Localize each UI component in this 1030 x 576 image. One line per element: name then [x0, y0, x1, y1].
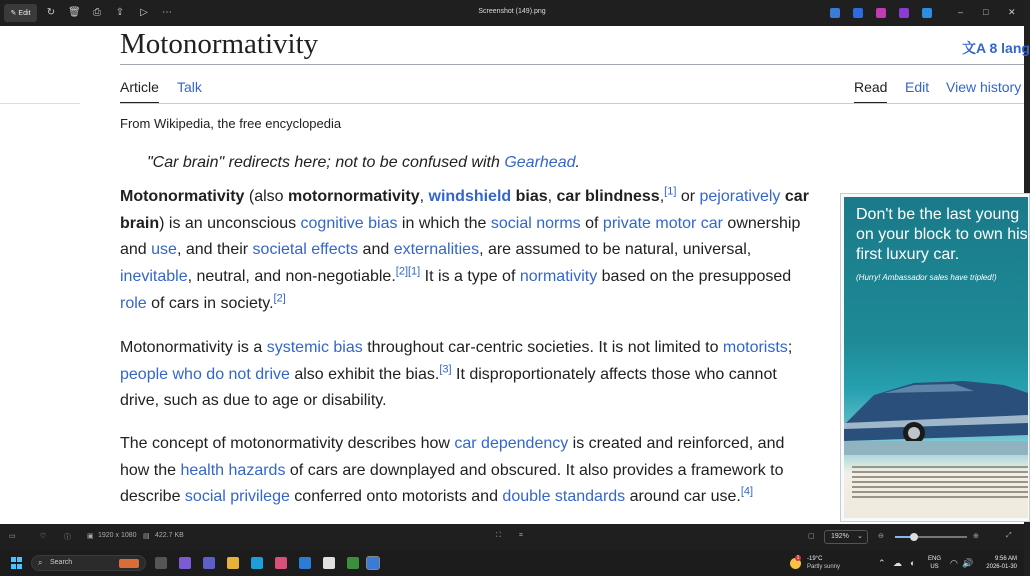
language-indicator[interactable]: ENG US: [928, 556, 942, 570]
info-icon[interactable]: ⓘ: [64, 534, 71, 541]
page-tabs: [120, 79, 1024, 104]
zoom-level: 192%: [831, 533, 849, 540]
zoom-out-icon[interactable]: ⊖: [878, 533, 884, 540]
search-placeholder: Search: [50, 559, 73, 566]
photos-bottombar: [0, 524, 1024, 550]
app-shortcut-icon[interactable]: [899, 8, 909, 18]
app-icon[interactable]: [347, 557, 359, 569]
role-link[interactable]: role: [120, 294, 147, 312]
chevron-down-icon: ⌄: [857, 533, 863, 540]
chevron-up-icon[interactable]: ⌃: [878, 558, 886, 568]
edit-label: Edit: [18, 9, 31, 17]
citation[interactable]: [3]: [439, 363, 452, 376]
private-motor-car-link[interactable]: private motor car: [602, 214, 723, 232]
image-canvas[interactable]: [0, 26, 1030, 524]
edit-icon: ✎: [10, 10, 17, 17]
temperature: -19°C: [807, 556, 823, 562]
externalities-link[interactable]: externalities: [393, 241, 480, 259]
paragraph-2: Motonormativity is a systemic bias throughout car-centric societies. It is not limited to motorists; people who do not drive also exhibit the bias.[3] It disproportionately affects those who cannot drive, such as due to age or disability.: [120, 339, 793, 410]
double-standards-link[interactable]: double standards: [502, 488, 626, 506]
windows-start-icon[interactable]: [11, 557, 23, 569]
divider: [0, 103, 80, 104]
close-icon[interactable]: ✕: [1008, 7, 1016, 17]
divider: [120, 64, 1024, 65]
minimize-icon[interactable]: –: [958, 7, 964, 17]
ad-body-text: [852, 463, 1028, 513]
health-hazards-link[interactable]: health hazards: [180, 461, 286, 479]
taskbar-search[interactable]: [31, 555, 146, 571]
vintage-car-advertisement[interactable]: [844, 197, 1028, 518]
car-dependency-link[interactable]: car dependency: [454, 435, 569, 452]
zoom-dropdown[interactable]: [824, 530, 868, 544]
cloud-icon[interactable]: ☁: [893, 558, 902, 568]
divider: [120, 103, 1024, 104]
zoom-slider-thumb[interactable]: [910, 533, 918, 541]
photos-titlebar: [0, 0, 1024, 26]
print-icon[interactable]: ⎙: [93, 7, 101, 18]
social-privilege-link[interactable]: social privilege: [184, 488, 290, 506]
app-shortcut-icon[interactable]: [876, 8, 886, 18]
paragraph-1: Motonormativity (also motornormativity, windshield bias, car blindness,[1] or pejoratively car brain) is an unconscious cognitive bias in which the social norms of private motor car ownership and use, and their societal effects and externalities, are assumed to be natural, universal, inevitable, neutral, and non-negotiable.[2][1] It is a type of normativity based on the presupposed role of cars in society.[2]: [120, 185, 809, 312]
gearhead-link[interactable]: Gearhead: [504, 154, 576, 171]
visual-search-icon[interactable]: ⌗: [519, 532, 523, 539]
system-clock[interactable]: 9:56 AM 2026-01-30: [986, 556, 1017, 570]
app-icon[interactable]: [275, 557, 287, 569]
mail-icon[interactable]: [299, 557, 311, 569]
tab-read[interactable]: Read: [854, 79, 888, 95]
search-highlight-icon: [119, 559, 139, 568]
language-count: 8 lang: [989, 40, 1030, 56]
teams-icon[interactable]: [203, 557, 215, 569]
file-size-icon: ▤: [143, 533, 150, 540]
photos-icon[interactable]: [367, 557, 379, 569]
file-size: 422.7 KB: [155, 532, 184, 539]
more-icon[interactable]: ⋯: [162, 7, 172, 18]
cognitive-bias-link[interactable]: cognitive bias: [300, 214, 398, 232]
citation[interactable]: [2]: [273, 292, 286, 305]
app-shortcut-icon[interactable]: [830, 8, 840, 18]
use-link[interactable]: use: [151, 241, 177, 259]
fit-screen-icon[interactable]: ▢: [808, 533, 815, 540]
weather-condition: Partly sunny: [807, 564, 841, 570]
resolution-icon: ▣: [87, 533, 94, 540]
systemic-bias-link[interactable]: systemic bias: [266, 339, 363, 356]
volume-icon[interactable]: 🔊: [962, 558, 974, 568]
normativity-link[interactable]: normativity: [519, 268, 598, 286]
edge-icon[interactable]: [251, 557, 263, 569]
search-icon: ⌕: [38, 558, 43, 567]
site-sub: From Wikipedia, the free encyclopedia: [120, 116, 342, 131]
citation[interactable]: [2][1]: [395, 265, 421, 278]
notification-badge: 1: [796, 555, 800, 561]
onedrive-icon[interactable]: [922, 8, 932, 18]
pejoratively-link[interactable]: pejoratively: [699, 188, 781, 205]
ad-headline: Don't be the last young on your block to own his first luxury car.: [856, 206, 1028, 263]
tab-article[interactable]: Article: [120, 79, 159, 95]
tab-view-history[interactable]: View history: [946, 79, 1022, 95]
page-title: Motonormativity: [120, 28, 319, 60]
translate-icon: 文A: [962, 40, 986, 56]
social-norms-link[interactable]: social norms: [490, 214, 581, 232]
windows-taskbar: [0, 550, 1024, 576]
paragraph-3: The concept of motonormativity describes how car dependency is created and reinforced, and how the health hazards of cars are downplayed and obscured. It also provides a framework to describe social privilege conferred onto motorists and double standards around car use.[4]: [120, 435, 785, 506]
tab-edit[interactable]: Edit: [905, 79, 930, 95]
slideshow-icon[interactable]: ▷: [140, 7, 148, 18]
window-title: Screenshot (149).png: [478, 8, 546, 15]
ad-subline: (Hurry! Ambassador sales have tripled!): [856, 273, 997, 282]
weather-widget[interactable]: [790, 555, 850, 571]
hatnote: "Car brain" redirects here; not to be confused with Gearhead.: [147, 154, 580, 171]
file-explorer-icon[interactable]: [227, 557, 239, 569]
citation[interactable]: [1]: [664, 185, 677, 198]
crop-icon[interactable]: ⛶: [496, 532, 501, 539]
app-shortcut-icon[interactable]: [853, 8, 863, 18]
language-button[interactable]: [962, 38, 1030, 58]
favorite-icon[interactable]: ♡: [40, 533, 47, 540]
maximize-icon[interactable]: □: [983, 7, 989, 17]
tab-talk[interactable]: Talk: [177, 79, 202, 95]
share-icon[interactable]: ⇪: [115, 7, 125, 18]
non-drivers-link[interactable]: people who do not drive: [120, 365, 290, 383]
solitaire-icon[interactable]: [323, 557, 335, 569]
copilot-tray-icon[interactable]: ◐: [910, 558, 916, 568]
wifi-icon[interactable]: ◠: [950, 558, 958, 568]
motorists-link[interactable]: motorists: [722, 339, 788, 356]
filmstrip-icon[interactable]: ▭: [9, 533, 16, 540]
rotate-icon[interactable]: ↻: [46, 7, 56, 18]
image-resolution: 1920 x 1080: [98, 532, 137, 539]
task-view-icon[interactable]: [155, 557, 167, 569]
windshield-link[interactable]: windshield: [428, 188, 512, 205]
copilot-icon[interactable]: [179, 557, 191, 569]
fullscreen-icon[interactable]: ⤢: [1006, 532, 1012, 539]
inevitable-link[interactable]: inevitable: [120, 268, 188, 286]
citation[interactable]: [4]: [740, 486, 754, 499]
delete-icon[interactable]: 🗑: [68, 7, 81, 18]
zoom-in-icon[interactable]: ⊕: [973, 533, 979, 540]
societal-effects-link[interactable]: societal effects: [252, 241, 359, 259]
